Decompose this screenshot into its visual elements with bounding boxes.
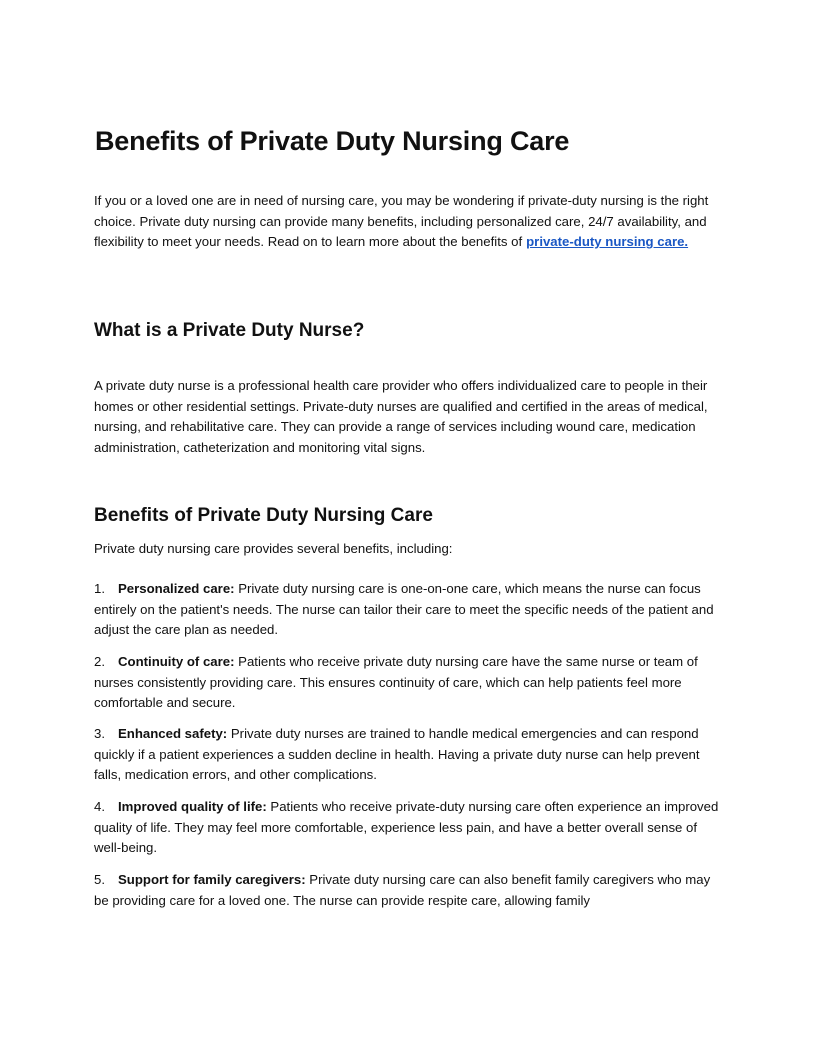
list-item-term: Improved quality of life: [118,799,267,814]
list-item [94,797,720,859]
list-item-number: 4. [94,799,105,814]
list-item [94,652,720,714]
list-item-number: 2. [94,654,105,669]
private-duty-link[interactable]: private-duty nursing care. [526,234,689,250]
list-item-text: Private duty nursing care can also benefit family caregivers who may be providing care for a loved one. The nurse can provide respite care, allowing family [94,872,711,908]
list-item-term: Enhanced safety: [118,726,228,741]
section-heading-benefits: Benefits of Private Duty Nursing Care [94,505,433,526]
section-heading-what-is: What is a Private Duty Nurse? [94,320,365,341]
what-is-paragraph: A private duty nurse is a professional health care provider who offers individualized care to people in their homes or other residential settings. Private-duty nurses are qualified and certified in the areas of medical, nursing, and rehabilitative care. They can provide a range of services including wound care, medication administration, catheterization and monitoring vital signs. [94,378,708,455]
list-item-term: Continuity of care: [118,654,235,669]
list-item-number: 1. [94,581,105,596]
list-item-text: Patients who receive private-duty nursing care often experience an improved quality of life. They may feel more comfortable, experience less pain, and have a better overall sense of well-being. [94,799,719,856]
intro-paragraph [94,191,720,253]
benefits-lead: Private duty nursing care provides several benefits, including: [94,541,453,556]
page-title: Benefits of Private Duty Nursing Care [95,126,570,156]
list-item [94,870,720,911]
list-item-term: Support for family caregivers: [118,872,306,887]
list-item-text: Private duty nursing care is one-on-one care, which means the nurse can focus entirely on the patient's needs. The nurse can tailor their care to meet the specific needs of the patient and adjust the care plan as needed. [94,581,714,638]
intro-text: If you or a loved one are in need of nursing care, you may be wondering if private-duty nursing is the right choice. Private duty nursing can provide many benefits, including personalized care, 24/7 availability, and flexibility to meet your needs. Read on to learn more about the benefits of [94,193,709,250]
list-item-term: Personalized care: [118,581,235,596]
list-item-text: Patients who receive private duty nursing care have the same nurse or team of nurses consistently providing care. This ensures continuity of care, which can help patients feel more comfortable and secure. [94,654,698,711]
list-item [94,724,720,786]
list-item [94,579,720,641]
list-item-number: 5. [94,872,105,887]
list-item-number: 3. [94,726,105,741]
list-item-text: Private duty nurses are trained to handle medical emergencies and can respond quickly if a patient experiences a sudden decline in health. Having a private duty nurse can help prevent falls, medication errors, and other complications. [94,726,700,783]
